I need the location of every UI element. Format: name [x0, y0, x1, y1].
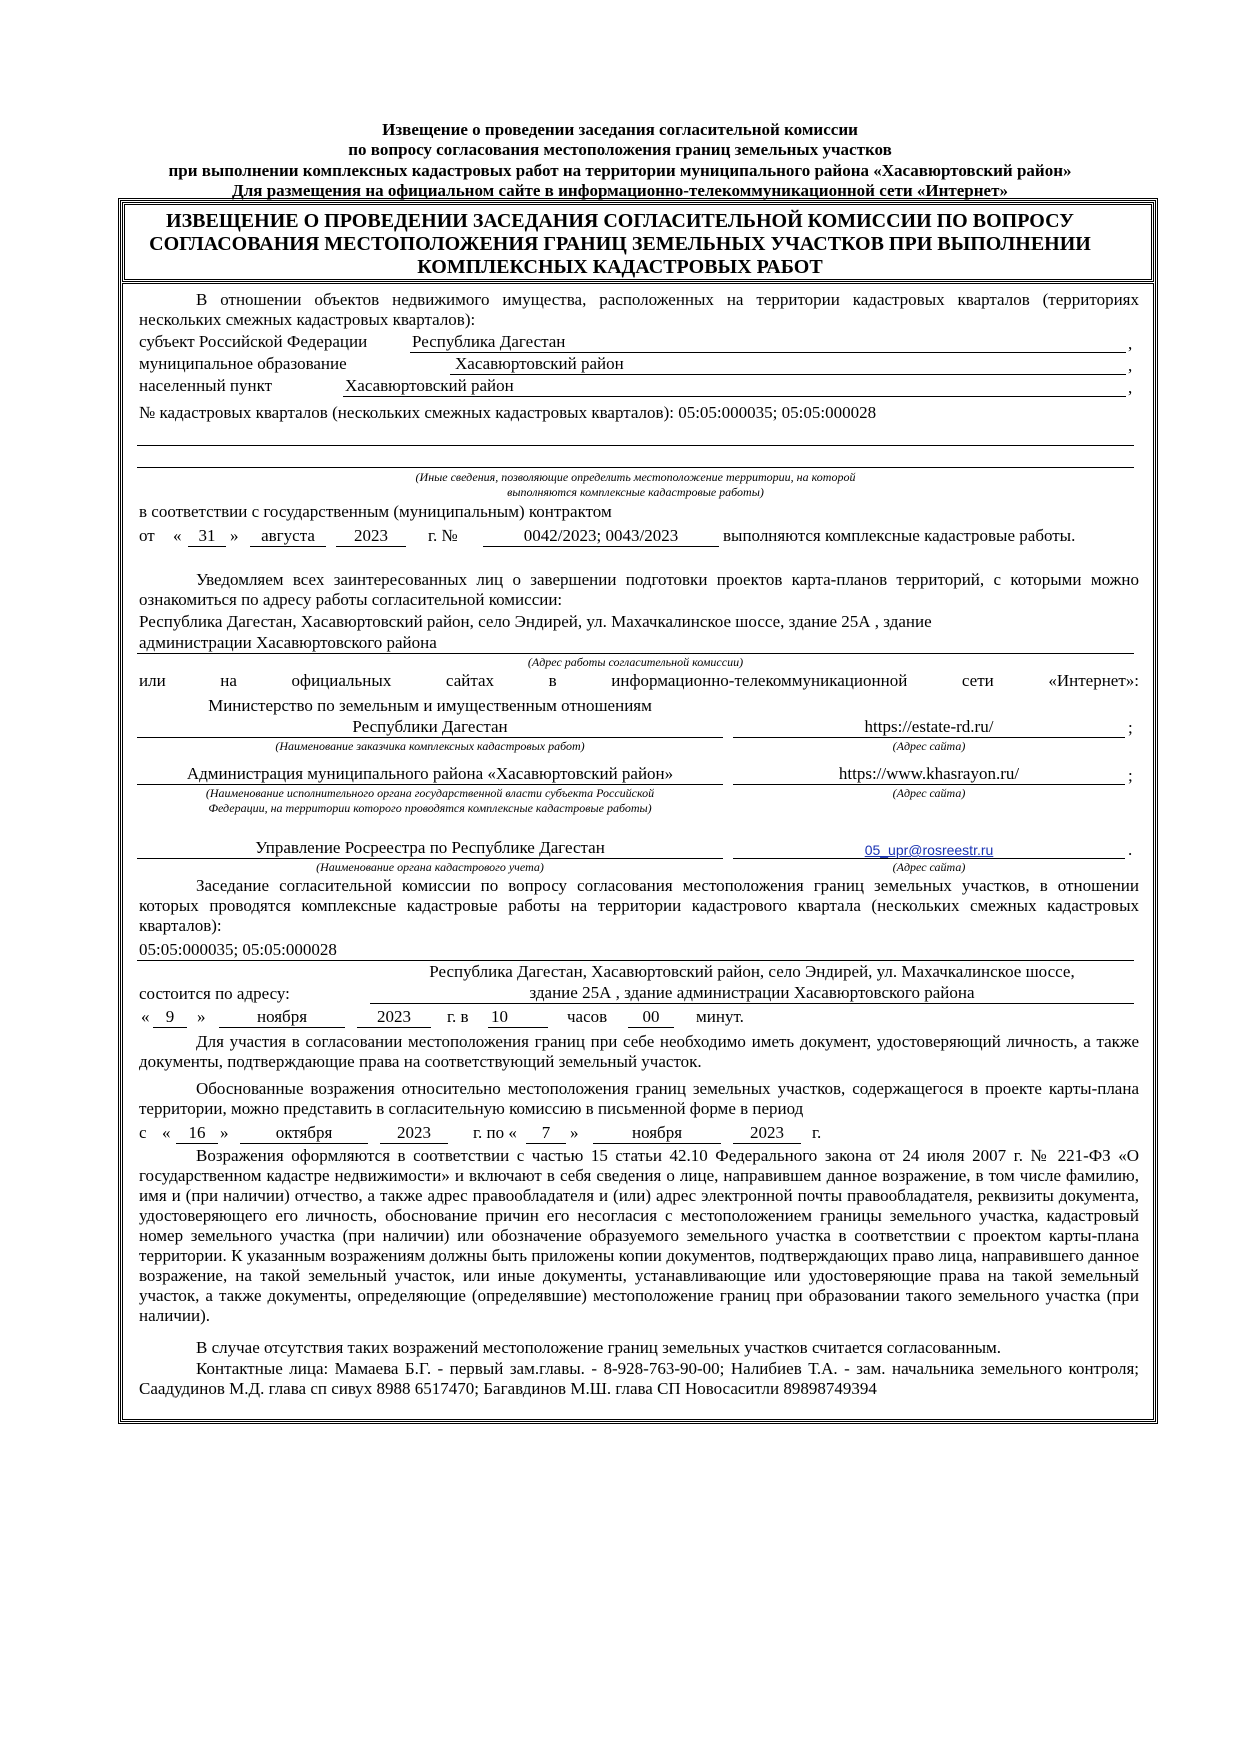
exec-site-caption: (Адрес сайта): [892, 786, 966, 800]
meeting-minute: 00: [642, 1007, 660, 1026]
objections-from-lquote: «: [162, 1123, 171, 1142]
meeting-month-underline: [219, 1027, 345, 1028]
locality-comma: ,: [1128, 378, 1133, 397]
municipal-value: Хасавюртовский район: [455, 354, 624, 373]
meeting-address-line-2: здание 25А , здание администрации Хасавюртовского района: [529, 983, 975, 1002]
meeting-day: 9: [165, 1007, 175, 1026]
contract-text: в соответствии с государственным (муниципальным) контрактом: [139, 502, 612, 521]
locality-value: Хасавюртовский район: [345, 376, 514, 395]
objections-text: Обоснованные возражения относительно местоположения границ земельных участков, содержащегося в проекте карты-плана территории, можно представить в согласительную комиссию в письменной форме в период: [139, 1079, 1139, 1118]
exec-org-caption-1: (Наименование исполнительного органа государственной власти субъекта Российской: [205, 786, 655, 800]
meeting-address-label: состоится по адресу:: [139, 984, 290, 1003]
meeting-hour-underline: [488, 1027, 548, 1028]
objections-from-year: 2023: [397, 1123, 431, 1142]
contract-day-underline: [188, 546, 226, 547]
customer-site-caption: (Адрес сайта): [892, 739, 966, 753]
contract-from: от: [139, 526, 155, 545]
contract-month-underline: [250, 546, 326, 547]
meeting-address-underline: [370, 1003, 1134, 1004]
other-info-caption-1: (Иные сведения, позволяющие определить местоположение территории, на которой: [415, 470, 856, 484]
meeting-text: Заседание согласительной комиссии по вопросу согласования местоположения границ земельных участков, в отношении которых проводятся комплексные кадастровые работы на территории кадастрового квартала (нескольких смежных кадастровых кварталов):: [139, 876, 1139, 935]
municipal-label: муниципальное образование: [139, 354, 347, 373]
objections-to-month: ноября: [631, 1123, 683, 1142]
box-title-line-1: ИЗВЕЩЕНИЕ О ПРОВЕДЕНИИ ЗАСЕДАНИЯ СОГЛАСИТЕЛЬНОЙ КОМИССИИ ПО ВОПРОСУ: [166, 210, 1074, 232]
exec-site-link[interactable]: https://www.khasrayon.ru/: [838, 764, 1020, 783]
header-line-4: Для размещения на официальном сайте в информационно-телекоммуникационной сети «Интернет»: [232, 181, 1008, 200]
subject-underline: [410, 352, 1126, 353]
exec-semicolon: ;: [1128, 766, 1133, 785]
contract-tail: выполняются комплексные кадастровые работы.: [723, 526, 1076, 545]
contract-rquote: »: [230, 526, 239, 545]
work-address-caption: (Адрес работы согласительной комиссии): [527, 655, 744, 669]
meeting-day-underline: [153, 1027, 187, 1028]
contract-day: 31: [198, 526, 216, 545]
contacts-text: Контактные лица: Мамаева Б.Г. - первый зам.главы. - 8-928-763-90-00; Налибиев Т.А. - зам. начальника земельного контроля; Саадудинов М.Д. глава сп сивух 8988 6517470; Багавдинов М.Ш. глава СП Новосаситли 89898749394: [139, 1359, 1139, 1398]
customer-name-line-2: Республики Дагестан: [352, 717, 508, 736]
contract-month: августа: [261, 526, 315, 545]
meeting-minute-underline: [628, 1027, 674, 1028]
meeting-hour: 10: [491, 1007, 508, 1026]
objections-to-day: 7: [541, 1123, 551, 1142]
meeting-minutes-label: минут.: [696, 1007, 744, 1026]
cadastre-period: .: [1128, 840, 1133, 859]
objections-from-month-underline: [240, 1143, 368, 1144]
contract-g-no: г. №: [428, 526, 458, 545]
subject-label: субъект Российской Федерации: [139, 332, 368, 351]
absence-text: В случае отсутствия таких возражений местоположение границ земельных участков считается согласованным.: [196, 1338, 1001, 1357]
contract-lquote: «: [173, 526, 182, 545]
municipal-underline: [450, 374, 1126, 375]
box-title-line-3: КОМПЛЕКСНЫХ КАДАСТРОВЫХ РАБОТ: [417, 256, 823, 278]
exec-org-caption-2: Федерации, на территории которого проводятся комплексные кадастровые работы): [208, 801, 652, 815]
objections-to-day-underline: [526, 1143, 566, 1144]
meeting-year-underline: [357, 1027, 431, 1028]
contract-number-underline: [483, 546, 719, 547]
other-info-line-2: [137, 467, 1134, 468]
meeting-lquote: «: [141, 1007, 150, 1026]
meeting-address-line-1: Республика Дагестан, Хасавюртовский район, село Эндирей, ул. Махачкалинское шоссе,: [429, 962, 1075, 981]
other-info-line-1: [137, 445, 1134, 446]
objections-from-day-underline: [176, 1143, 218, 1144]
intro-text: В отношении объектов недвижимого имущества, расположенных на территории кадастровых кварталов (территориях нескольких смежных кадастровых кварталов):: [139, 290, 1139, 329]
locality-label: населенный пункт: [139, 376, 273, 395]
cadastre-email-underline: [733, 858, 1125, 859]
notice-text: Уведомляем всех заинтересованных лиц о завершении подготовки проектов карта-планов территорий, с которыми можно ознакомиться по адресу работы согласительной комиссии:: [139, 570, 1139, 609]
objections-g: г.: [812, 1123, 822, 1142]
objections-from-year-underline: [380, 1143, 448, 1144]
rules-text: Возражения оформляются в соответствии с частью 15 статьи 42.10 Федерального закона от 24 июля 2007 г. № 221-ФЗ «О государственном кадастре недвижимости» и включают в себя сведения о лице, направившем данное возражение, в том числе фамилию, имя и (при наличии) отчество, а также адрес правообладателя и (или) адрес электронной почты правообладателя, реквизиты документа, удостоверяющего его личность, обоснование причин его несогласия с местоположением границы земельного участка, кадастровый номер земельного участка (при наличии) или обозначение образуемого земельного участка в соответствии с проектом карты-плана территории. К указанным возражениям должны быть приложены копии документов, подтверждающих право лица, направившего данное возражение, на такой земельный участок, или иные документы, устанавливающие или удостоверяющие права на такой земельный участок, а также документы, определяющие (определявшие) местоположение границ при образовании такого земельного участка (при наличии).: [139, 1146, 1139, 1325]
objections-g-po: г. по «: [473, 1123, 517, 1142]
work-address-line-1: Республика Дагестан, Хасавюртовский район, село Эндирей, ул. Махачкалинское шоссе, здание 25А , здание: [139, 612, 932, 631]
objections-from-rquote: »: [220, 1123, 229, 1142]
exec-org-name: Администрация муниципального района «Хасавюртовский район»: [186, 764, 674, 783]
meeting-hours-label: часов: [567, 1007, 608, 1026]
meeting-quarters: 05:05:000035; 05:05:000028: [139, 940, 337, 959]
header-line-2: по вопросу согласования местоположения границ земельных участков: [348, 140, 892, 159]
meeting-year: 2023: [377, 1007, 411, 1026]
contract-year: 2023: [354, 526, 388, 545]
customer-site-underline: [733, 737, 1125, 738]
quarters-line: № кадастровых кварталов (нескольких смежных кадастровых кварталов): 05:05:000035; 05:05:000028: [139, 403, 877, 422]
subject-comma: ,: [1128, 334, 1133, 353]
header-line-3: при выполнении комплексных кадастровых работ на территории муниципального района «Хасавюртовский район»: [168, 161, 1072, 180]
cadastre-email-link[interactable]: 05_upr@rosreestr.ru: [864, 842, 994, 858]
cadastre-org-underline: [137, 858, 723, 859]
or-sites-text: или на официальных сайтах в информационно-телекоммуникационной сети «Интернет»:: [139, 671, 1139, 690]
contract-year-underline: [336, 546, 406, 547]
box-title-line-2: СОГЛАСОВАНИЯ МЕСТОПОЛОЖЕНИЯ ГРАНИЦ ЗЕМЕЛЬНЫХ УЧАСТКОВ ПРИ ВЫПОЛНЕНИИ: [149, 233, 1091, 255]
work-address-line-2: администрации Хасавюртовского района: [139, 633, 437, 652]
objections-from-month: октября: [275, 1123, 333, 1142]
objections-from-day: 16: [188, 1123, 206, 1142]
header-line-1: Извещение о проведении заседания согласительной комиссии: [382, 120, 858, 139]
objections-to-year: 2023: [750, 1123, 784, 1142]
locality-underline: [343, 396, 1126, 397]
exec-org-underline: [137, 784, 723, 785]
cadastre-site-caption: (Адрес сайта): [892, 860, 966, 874]
exec-site-underline: [733, 784, 1125, 785]
objections-to-month-underline: [593, 1143, 721, 1144]
objections-to-rquote: »: [570, 1123, 579, 1142]
customer-name-line-1: Министерство по земельным и имущественным отношениям: [208, 696, 652, 715]
municipal-comma: ,: [1128, 356, 1133, 375]
meeting-g-v: г. в: [447, 1007, 469, 1026]
customer-site-link[interactable]: https://estate-rd.ru/: [864, 717, 994, 736]
meeting-quarters-underline: [137, 960, 1134, 961]
cadastre-org-name: Управление Росреестра по Республике Дагестан: [255, 838, 605, 857]
other-info-caption-2: выполняются комплексные кадастровые работы): [507, 485, 764, 499]
customer-underline: [137, 737, 723, 738]
objections-from: с: [139, 1123, 147, 1142]
cadastre-org-caption: (Наименование органа кадастрового учета): [316, 860, 544, 874]
subject-value: Республика Дагестан: [412, 332, 566, 351]
meeting-rquote: »: [197, 1007, 206, 1026]
customer-caption: (Наименование заказчика комплексных кадастровых работ): [275, 739, 585, 753]
contract-number: 0042/2023; 0043/2023: [523, 526, 679, 545]
participation-text: Для участия в согласовании местоположения границ при себе необходимо иметь документ, удостоверяющий личность, а также документы, подтверждающие права на соответствующий земельный участок.: [139, 1032, 1139, 1071]
objections-to-year-underline: [733, 1143, 801, 1144]
customer-semicolon: ;: [1128, 718, 1133, 737]
work-address-underline: [137, 653, 1134, 654]
meeting-month: ноября: [256, 1007, 308, 1026]
